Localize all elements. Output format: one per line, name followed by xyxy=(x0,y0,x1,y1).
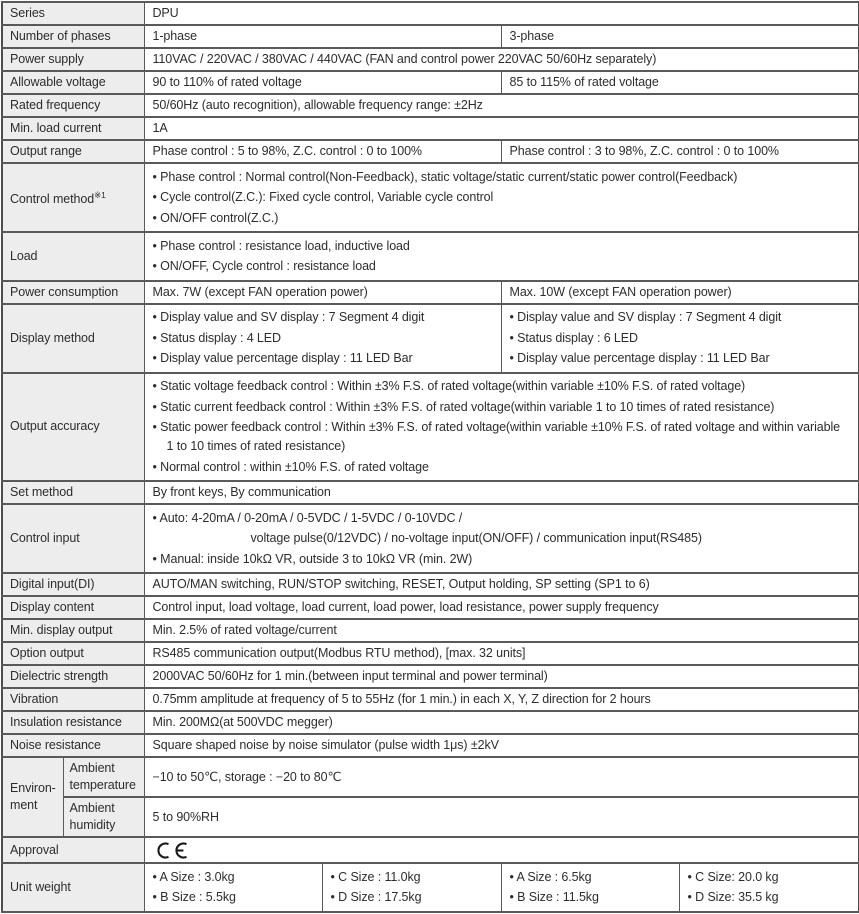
row-label xyxy=(2,734,144,757)
row-value xyxy=(144,734,859,757)
table-row-min-display-output xyxy=(2,619,859,642)
value-line: voltage pulse(0/12VDC) / no-voltage input(ON/OFF) / communication input(RS485) xyxy=(250,531,702,545)
value-line: • Display value percentage display : 11 LED Bar xyxy=(509,351,770,365)
row-label-text: Unit weight xyxy=(10,879,71,894)
table-row-output-accuracy xyxy=(2,373,859,482)
row-value xyxy=(144,711,859,734)
spec-sheet xyxy=(1,1,858,913)
value-line: • Status display : 6 LED xyxy=(509,330,638,345)
value-line: • Static voltage feedback control : Within ±3% F.S. of rated voltage(within variable ±10% F.S. of rated voltage) xyxy=(152,379,746,393)
row-value xyxy=(144,94,859,117)
table-row-dielectric-strength xyxy=(2,665,859,688)
row-label xyxy=(2,688,144,711)
table-row-noise-resistance xyxy=(2,734,859,757)
table-row-allowable-voltage xyxy=(2,71,859,94)
row-sublabel xyxy=(63,757,144,797)
row-value xyxy=(144,232,859,281)
row-label-text: Display content xyxy=(10,600,94,614)
value-line: • Phase control : resistance load, inductive load xyxy=(152,238,410,253)
row-label xyxy=(2,711,144,734)
row-label xyxy=(2,757,63,837)
row-label xyxy=(2,71,144,94)
table-row-series xyxy=(2,2,859,25)
row-value xyxy=(144,619,859,642)
row-value-right xyxy=(501,304,859,373)
value-line: • Cycle control(Z.C.): Fixed cycle control, Variable cycle control xyxy=(152,190,494,204)
row-label xyxy=(2,504,144,573)
table-row-option-output xyxy=(2,642,859,665)
row-value xyxy=(144,573,859,596)
row-value xyxy=(144,373,859,482)
table-row-digital-input xyxy=(2,573,859,596)
row-value-left xyxy=(144,140,501,163)
row-label-text: Display method xyxy=(10,330,95,345)
value-line: • ON/OFF, Cycle control : resistance load xyxy=(152,259,376,273)
row-value-right xyxy=(501,25,859,48)
row-value-left xyxy=(144,281,501,304)
table-row-control-method xyxy=(2,163,859,232)
row-label-text: Min. display output xyxy=(10,623,113,637)
row-label-text: Power consumption xyxy=(10,284,119,299)
row-value-text: By front keys, By communication xyxy=(152,485,331,499)
value-line: • Phase control : Normal control(Non-Feedback), static voltage/static current/static power control(Feedback) xyxy=(152,169,738,184)
row-label xyxy=(2,94,144,117)
row-value-text: 3-phase xyxy=(509,29,554,43)
row-label-text: Allowable voltage xyxy=(10,75,106,89)
row-value xyxy=(144,642,859,665)
value-line: • D Size : 17.5kg xyxy=(330,890,422,904)
row-value-text: Phase control : 3 to 98%, Z.C. control : 0 to 100% xyxy=(509,144,779,158)
value-line: • ON/OFF control(Z.C.) xyxy=(152,210,279,225)
row-label-text: Load xyxy=(10,248,38,263)
value-line: • Auto: 4-20mA / 0-20mA / 0-5VDC / 1-5VDC / 0-10VDC / xyxy=(152,510,463,525)
row-label-text: Approval xyxy=(10,842,59,857)
row-label xyxy=(2,140,144,163)
row-value xyxy=(144,48,859,71)
table-row-environment xyxy=(2,797,859,837)
value-line: • Static current feedback control : Within ±3% F.S. of rated voltage(within variable 1 to 10 times of rated resistance) xyxy=(152,399,775,414)
row-label-text: Min. load current xyxy=(10,121,102,135)
row-label-text: Power supply xyxy=(10,52,84,66)
table-row-vibration xyxy=(2,688,859,711)
row-value-left xyxy=(144,25,501,48)
row-value-text: DPU xyxy=(152,6,179,20)
row-value-right xyxy=(501,281,859,304)
value-line: • C Size: 20.0 kg xyxy=(687,869,779,884)
row-value-cell xyxy=(144,863,322,912)
row-value xyxy=(144,797,859,837)
row-label xyxy=(2,665,144,688)
table-row-approval xyxy=(2,837,859,863)
row-label xyxy=(2,304,144,373)
row-label-text: Digital input(DI) xyxy=(10,577,95,591)
row-value-text: Min. 2.5% of rated voltage/current xyxy=(152,623,337,637)
row-label xyxy=(2,619,144,642)
row-value xyxy=(144,665,859,688)
value-line: • Display value and SV display : 7 Segment 4 digit xyxy=(152,310,425,324)
row-value-text: −10 to 50℃, storage : −20 to 80℃ xyxy=(152,769,342,784)
row-value-text: 0.75mm amplitude at frequency of 5 to 55Hz (for 1 min.) in each X, Y, Z direction for 2 hours xyxy=(152,692,651,706)
row-label xyxy=(2,281,144,304)
spec-table-body xyxy=(2,2,859,912)
row-label xyxy=(2,863,144,912)
table-row-load xyxy=(2,232,859,281)
row-label-text: Option output xyxy=(10,646,84,660)
row-label-text: Insulation resistance xyxy=(10,715,122,729)
row-label xyxy=(2,117,144,140)
row-label-text: Number of phases xyxy=(10,29,111,43)
row-value-text: AUTO/MAN switching, RUN/STOP switching, RESET, Output holding, SP setting (SP1 to 6) xyxy=(152,577,650,591)
row-value-text: Max. 7W (except FAN operation power) xyxy=(152,284,368,299)
row-value-cell xyxy=(679,863,859,912)
value-line: • Static power feedback control : Within ±3% F.S. of rated voltage(within variable ±10% F.S. of rated voltage and within variable 1 to 10 times of rated resistance) xyxy=(152,420,840,453)
row-value-text: Square shaped noise by noise simulator (pulse width 1μs) ±2kV xyxy=(152,738,499,752)
value-line: • A Size : 6.5kg xyxy=(509,869,592,884)
table-row-power-supply xyxy=(2,48,859,71)
row-label xyxy=(2,596,144,619)
row-value xyxy=(144,2,859,25)
row-value-right xyxy=(501,71,859,94)
row-value-text: Control input, load voltage, load current, load power, load resistance, power supply frequency xyxy=(152,600,659,614)
row-label xyxy=(2,232,144,281)
row-label xyxy=(2,837,144,863)
row-value-cell xyxy=(322,863,501,912)
row-value-text: 85 to 115% of rated voltage xyxy=(509,75,659,89)
row-label-footnote: ※1 xyxy=(94,189,106,200)
value-line: • B Size : 5.5kg xyxy=(152,890,236,904)
row-label-text: Control input xyxy=(10,531,80,545)
table-row-number-of-phases xyxy=(2,25,859,48)
value-line: • C Size : 11.0kg xyxy=(330,869,421,884)
table-row-power-consumption xyxy=(2,281,859,304)
table-row-environment xyxy=(2,757,859,797)
row-label xyxy=(2,642,144,665)
row-label xyxy=(2,481,144,504)
row-value xyxy=(144,688,859,711)
row-value xyxy=(144,757,859,797)
row-value xyxy=(144,117,859,140)
row-value-cell xyxy=(501,863,679,912)
row-value-right xyxy=(501,140,859,163)
row-value xyxy=(144,596,859,619)
row-label-text: Control method xyxy=(10,192,95,207)
ce-mark-icon xyxy=(153,841,191,860)
row-value-text: 110VAC / 220VAC / 380VAC / 440VAC (FAN and control power 220VAC 50/60Hz separately) xyxy=(152,52,657,66)
row-value xyxy=(144,481,859,504)
value-line: • A Size : 3.0kg xyxy=(152,869,235,884)
row-label-text: Series xyxy=(10,6,45,20)
row-sublabel-text: Ambient temperature xyxy=(69,761,136,792)
row-label-text: Noise resistance xyxy=(10,738,101,752)
row-value-text: Max. 10W (except FAN operation power) xyxy=(509,284,732,299)
row-label xyxy=(2,25,144,48)
row-label xyxy=(2,573,144,596)
row-value-text: 1A xyxy=(152,121,168,135)
row-label-text: Rated frequency xyxy=(10,98,101,112)
row-label-text: Output accuracy xyxy=(10,419,100,434)
row-sublabel-text: Ambient humidity xyxy=(69,801,116,832)
table-row-set-method xyxy=(2,481,859,504)
row-value xyxy=(144,163,859,232)
row-value-text: Min. 200MΩ(at 500VDC megger) xyxy=(152,715,333,729)
row-label xyxy=(2,2,144,25)
table-row-insulation-resistance xyxy=(2,711,859,734)
table-row-unit-weight xyxy=(2,863,859,912)
ce-mark xyxy=(153,840,851,860)
row-value xyxy=(144,837,859,863)
value-line: • Display value and SV display : 7 Segment 4 digit xyxy=(509,310,782,324)
row-label-text: Output range xyxy=(10,144,82,158)
table-row-min-load-current xyxy=(2,117,859,140)
table-row-control-input xyxy=(2,504,859,573)
row-label-text: Environ-ment xyxy=(10,781,56,812)
value-line: • B Size : 11.5kg xyxy=(509,890,599,904)
row-label-text: Vibration xyxy=(10,692,59,706)
value-line: • D Size: 35.5 kg xyxy=(687,890,779,904)
table-row-rated-frequency xyxy=(2,94,859,117)
table-row-display-method xyxy=(2,304,859,373)
spec-table xyxy=(1,1,859,913)
row-label xyxy=(2,373,144,482)
value-line: • Display value percentage display : 11 LED Bar xyxy=(152,351,413,365)
row-label-text: Dielectric strength xyxy=(10,669,109,683)
row-value-text: RS485 communication output(Modbus RTU method), [max. 32 units] xyxy=(152,646,526,660)
value-line: • Status display : 4 LED xyxy=(152,330,281,345)
row-value-left xyxy=(144,304,501,373)
row-label-text: Set method xyxy=(10,485,73,499)
row-value-text: Phase control : 5 to 98%, Z.C. control : 0 to 100% xyxy=(152,144,422,158)
table-row-display-content xyxy=(2,596,859,619)
row-value-text: 5 to 90%RH xyxy=(152,809,219,824)
value-line: • Normal control : within ±10% F.S. of rated voltage xyxy=(152,459,429,474)
row-sublabel xyxy=(63,797,144,837)
table-row-output-range xyxy=(2,140,859,163)
row-label xyxy=(2,48,144,71)
value-line: • Manual: inside 10kΩ VR, outside 3 to 10kΩ VR (min. 2W) xyxy=(152,551,473,566)
row-value-text: 1-phase xyxy=(152,29,197,43)
row-value-text: 50/60Hz (auto recognition), allowable frequency range: ±2Hz xyxy=(152,98,483,112)
row-value-text: 90 to 110% of rated voltage xyxy=(152,75,302,89)
row-label xyxy=(2,163,144,232)
row-value xyxy=(144,504,859,573)
row-value-left xyxy=(144,71,501,94)
row-value-text: 2000VAC 50/60Hz for 1 min.(between input terminal and power terminal) xyxy=(152,669,548,683)
